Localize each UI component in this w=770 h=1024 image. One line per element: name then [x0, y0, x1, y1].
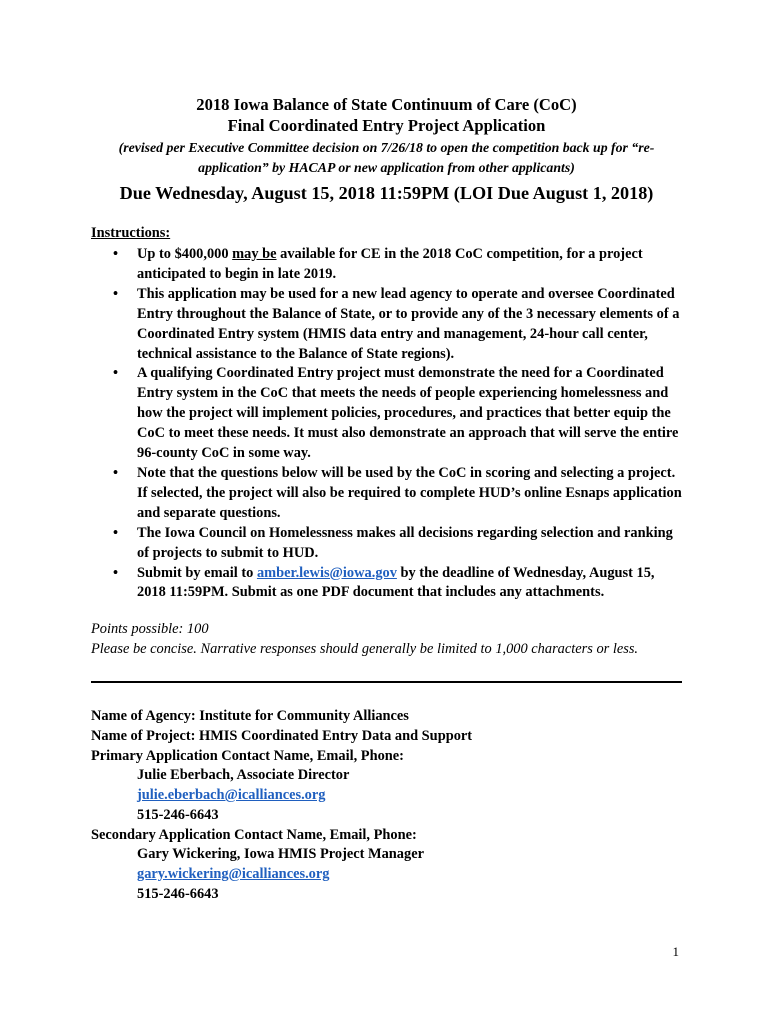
instruction-text: Note that the questions below will be used by the CoC in scoring and selecting a project. If selected, the project will also be required to complete HUD’s online Esnaps application and separate questions. — [137, 464, 682, 521]
instruction-item — [91, 364, 682, 464]
primary-contact-phone: 515-246-6643 — [137, 806, 219, 823]
title-line-1: 2018 Iowa Balance of State Continuum of Care (CoC) — [196, 95, 577, 114]
instruction-text: The Iowa Council on Homelessness makes all decisions regarding selection and ranking of projects to submit to HUD. — [137, 524, 673, 561]
instruction-text: Submit by email to — [137, 564, 257, 581]
points-possible: Points possible: 100 — [91, 621, 209, 638]
revision-note: (revised per Executive Committee decision on 7/26/18 to open the competition back up for “re-application” by HACAP or new application from other applicants) — [118, 140, 655, 175]
instruction-text: by the deadline of Wednesday, August 15, 2018 11:59PM. Submit as one PDF document that includes any attachments. — [137, 564, 655, 601]
title-line-2: Final Coordinated Entry Project Application — [227, 116, 546, 135]
secondary-contact-phone: 515-246-6643 — [137, 885, 219, 902]
due-date-heading: Due Wednesday, August 15, 2018 11:59PM (LOI Due August 1, 2018) — [119, 183, 654, 203]
instruction-item — [91, 245, 682, 285]
primary-contact-name: Julie Eberbach, Associate Director — [137, 767, 350, 784]
instructions-heading: Instructions: — [91, 225, 171, 241]
page-number: 1 — [672, 944, 679, 959]
primary-contact-email-line — [91, 786, 682, 806]
instruction-item — [91, 564, 682, 604]
secondary-contact-name: Gary Wickering, Iowa HMIS Project Manager — [137, 846, 424, 863]
secondary-contact-email-link[interactable]: gary.wickering@icalliances.org — [137, 865, 330, 882]
submission-email-link[interactable]: amber.lewis@iowa.gov — [256, 564, 397, 581]
bullet-icon: • — [113, 464, 119, 481]
bullet-icon: • — [113, 564, 119, 581]
bullet-icon: • — [113, 524, 119, 541]
section-divider — [91, 681, 682, 683]
instruction-text: A qualifying Coordinated Entry project must demonstrate the need for a Coordinated Entry system in the CoC that meets the needs of people experiencing homelessness and how the project will implement policies, procedures, and practices that better equip the CoC to meet these needs. It must also demonstrate an approach that will serve the entire 96-county CoC in some way. — [137, 365, 679, 462]
secondary-contact-label: Secondary Application Contact Name, Email, Phone: — [91, 826, 417, 843]
project-name: Name of Project: HMIS Coordinated Entry Data and Support — [91, 728, 473, 745]
agency-info — [91, 707, 682, 904]
underlined-text: may be — [232, 246, 277, 262]
conciseness-note: Please be concise. Narrative responses should generally be limited to 1,000 characters or less. — [91, 641, 639, 658]
instruction-item — [91, 464, 682, 524]
bullet-icon: • — [113, 285, 119, 302]
bullet-icon: • — [113, 246, 119, 262]
instructions-list — [91, 245, 682, 603]
instruction-text: available for CE in the 2018 CoC competition, for a project anticipated to begin in late 2019. — [137, 246, 643, 282]
secondary-contact-email-line — [91, 865, 682, 885]
agency-name: Name of Agency: Institute for Community Alliances — [91, 708, 409, 725]
primary-contact-label: Primary Application Contact Name, Email, Phone: — [91, 747, 404, 764]
bullet-icon: • — [113, 365, 119, 382]
instruction-item — [91, 285, 682, 365]
instruction-item — [91, 524, 682, 564]
instruction-text: Up to $400,000 — [137, 246, 233, 262]
instruction-text: This application may be used for a new lead agency to operate and oversee Coordinated Entry throughout the Balance of State, or to provide any of the 3 necessary elements of a Coordinated Entry system (HMIS data entry and management, 24-hour call center, technical assistance to the Balance of State regions). — [137, 285, 680, 362]
primary-contact-email-link[interactable]: julie.eberbach@icalliances.org — [137, 787, 326, 804]
